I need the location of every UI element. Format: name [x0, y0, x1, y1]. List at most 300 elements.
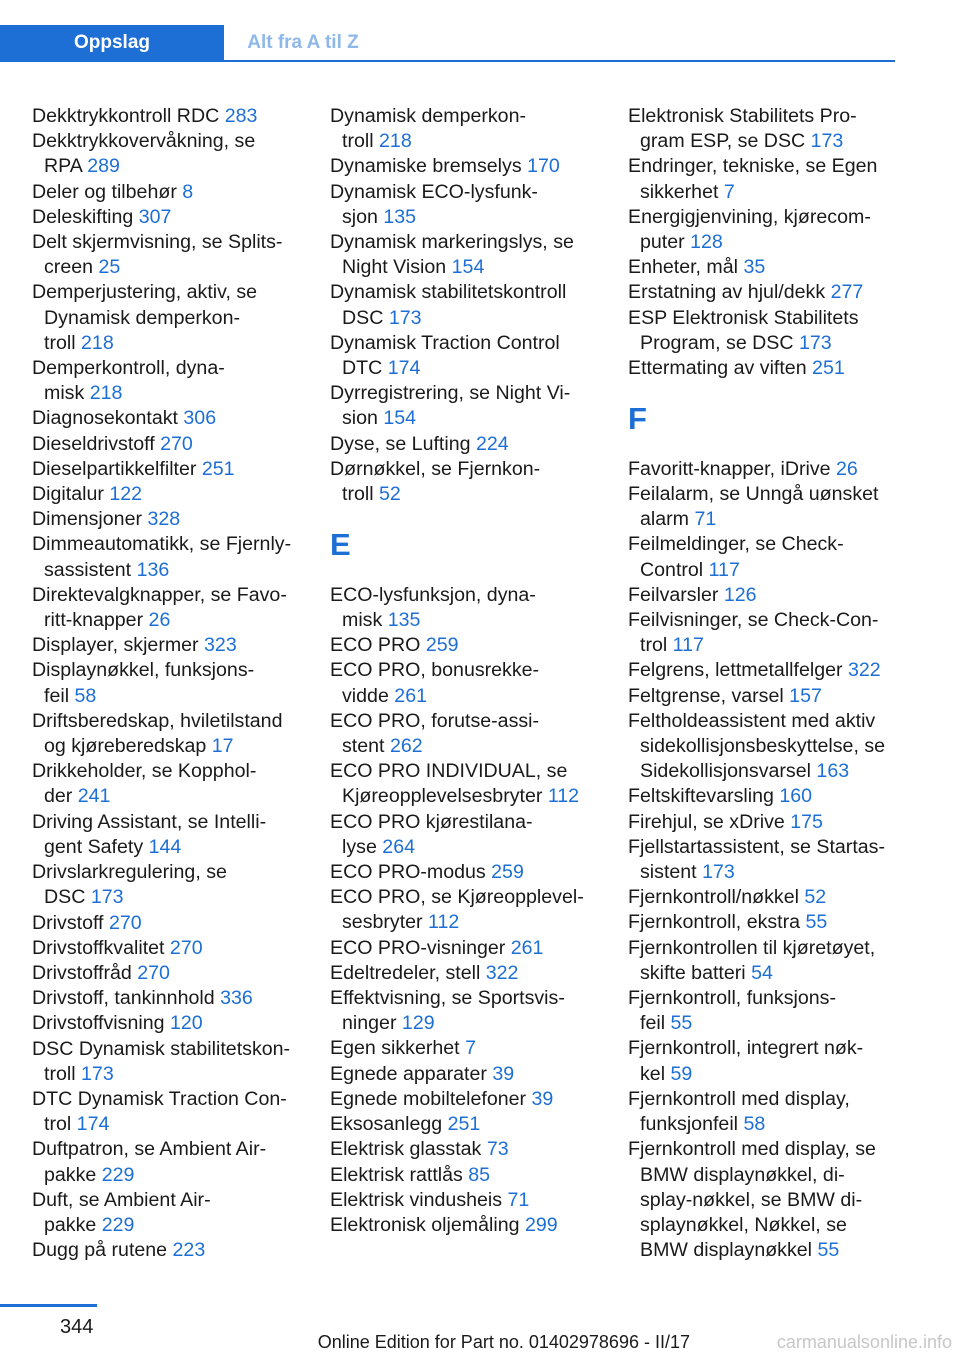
page-reference-link[interactable]: 135 [387, 609, 421, 632]
page-reference-link[interactable]: 59 [670, 1062, 693, 1085]
index-entry [628, 280, 918, 305]
page-reference-link[interactable]: 7 [723, 180, 735, 203]
index-entry-text: misk [44, 382, 90, 405]
page-reference-link[interactable]: 328 [147, 508, 181, 531]
index-entry [32, 230, 322, 255]
index-entry [628, 936, 918, 961]
index-entry [32, 356, 322, 381]
index-entry [628, 608, 918, 633]
page-reference-link[interactable]: 283 [224, 105, 258, 127]
index-entry-continuation [32, 154, 322, 179]
index-entry [32, 1011, 322, 1036]
index-entry-text: ECO PRO, bonusrekke- [330, 659, 540, 682]
page-reference-link[interactable]: 52 [379, 483, 401, 506]
page-reference-link[interactable]: 25 [98, 256, 121, 279]
index-entry [628, 356, 918, 381]
index-entry-text: Drivstoffkvalitet [32, 936, 170, 959]
page-reference-link[interactable]: 218 [379, 130, 412, 153]
index-entry [330, 457, 620, 482]
footer-rule [0, 1304, 97, 1307]
page-reference-link[interactable]: 251 [201, 457, 235, 480]
page-reference-link[interactable]: 126 [723, 583, 757, 606]
index-entry-continuation [628, 1062, 918, 1087]
index-entry [32, 129, 322, 154]
index-entry [330, 331, 620, 356]
index-entry [32, 482, 322, 507]
page-reference-link[interactable]: 251 [447, 1113, 481, 1136]
index-entry-text: Diagnosekontakt [32, 407, 184, 430]
tab-alt-fra-a-til-z[interactable]: Alt fra A til Z [247, 32, 359, 53]
index-entry-continuation [330, 835, 620, 860]
index-entry-text: Control [640, 558, 709, 581]
page-reference-link[interactable]: 322 [847, 659, 881, 682]
index-entry [330, 986, 620, 1011]
index-entry [330, 759, 620, 784]
index-entry [32, 1238, 322, 1263]
index-entry-text: ECO PRO, se Kjøreopplevel- [330, 886, 584, 909]
index-entry [628, 457, 918, 482]
index-entry-text: Dørnøkkel, se Fjernkon- [330, 457, 541, 480]
index-entry [32, 1137, 322, 1162]
page-reference-link[interactable]: 270 [169, 936, 203, 959]
index-entry-text: Displaynøkkel, funksjons- [32, 659, 255, 682]
index-entry-text: og kjøreberedskap [44, 735, 212, 758]
index-entry-text: DSC Dynamisk stabilitetskon- [32, 1037, 291, 1060]
index-entry [330, 860, 620, 885]
index-entry-text: Egen sikkerhet [330, 1037, 466, 1060]
index-column-1 [32, 104, 322, 1263]
index-entry-continuation [628, 180, 918, 205]
page-reference-link[interactable]: 322 [485, 961, 519, 984]
index-entry [330, 280, 620, 305]
index-entry-text: Egnede mobiltelefoner [330, 1087, 532, 1110]
index-entry-text: Ettermating av viften [628, 357, 813, 380]
index-entry [628, 255, 918, 280]
index-entry-text: Fjernkontrollen til kjøretøyet, [628, 936, 876, 959]
index-entry-text: Drivstoffråd [32, 961, 138, 984]
index-entry [32, 583, 322, 608]
index-entry-text: ECO PRO kjørestilana- [330, 810, 533, 833]
index-entry-text: Fjellstartassistent, se Startas- [628, 835, 885, 858]
index-entry-text: troll [342, 130, 380, 153]
page-reference-link[interactable]: 277 [830, 281, 864, 304]
index-entry-text: troll [44, 331, 82, 354]
index-entry [628, 784, 918, 809]
index-entry-continuation [330, 734, 620, 759]
index-entry-text: Delt skjermvisning, se Splits- [32, 231, 283, 254]
index-entry-text: DSC [44, 886, 91, 909]
page-reference-link[interactable]: 55 [817, 1239, 840, 1262]
page-reference-link[interactable]: 261 [394, 684, 427, 707]
page-reference-link[interactable]: 85 [468, 1163, 491, 1186]
index-entry [330, 154, 620, 179]
index-entry-text: Dimmeautomatikk, se Fjernly- [32, 533, 292, 556]
index-entry-text: puter [640, 231, 691, 254]
index-entry-text: funksjonfeil [640, 1113, 744, 1136]
index-entry-continuation [330, 1011, 620, 1036]
index-entry-text: Dyse, se Lufting [330, 432, 476, 455]
index-entry [628, 1137, 918, 1162]
index-entry-text: Energigjenvining, kjørecom- [628, 205, 871, 228]
index-entry [32, 759, 322, 784]
index-entry-continuation [32, 1062, 322, 1087]
index-entry-text: Erstatning av hjul/dekk [628, 281, 831, 304]
index-entry-text: Edeltredeler, stell [330, 961, 486, 984]
index-entry [32, 1188, 322, 1213]
index-entry-continuation [628, 860, 918, 885]
index-entry-text: splaynøkkel, Nøkkel, se [640, 1213, 847, 1236]
index-entry-text: Night Vision [342, 256, 452, 279]
index-entry [330, 961, 620, 986]
page-reference-link[interactable]: 264 [382, 835, 415, 858]
index-entry-continuation [330, 608, 620, 633]
index-letter-heading: E [330, 526, 351, 562]
index-entry-text: Elektrisk glasstak [330, 1138, 487, 1161]
index-entry-text: DTC Dynamisk Traction Con- [32, 1087, 287, 1110]
index-entry-text: skifte batteri [640, 961, 752, 984]
page-reference-link[interactable]: 270 [137, 961, 170, 984]
index-entry-text: creen [44, 256, 99, 279]
index-entry [32, 280, 322, 305]
index-entry-continuation [330, 356, 620, 381]
page-reference-link[interactable]: 173 [702, 861, 735, 884]
index-entry-text: Dekktrykkovervåkning, se [32, 130, 256, 153]
page-reference-link[interactable]: 26 [148, 609, 171, 632]
index-entry [330, 633, 620, 658]
index-entry-continuation [628, 1112, 918, 1137]
section-tab-bar [0, 25, 895, 62]
index-entry-continuation [628, 129, 918, 154]
index-entry [32, 911, 322, 936]
index-entry-text: Feilmeldinger, se Check- [628, 533, 844, 556]
index-entry-text: Dynamisk Traction Control [330, 331, 560, 354]
index-entry [330, 709, 620, 734]
page-reference-link[interactable]: 71 [507, 1188, 530, 1211]
page-reference-link[interactable]: 122 [109, 483, 143, 506]
index-entry-text: Drikkeholder, se Kopphol- [32, 760, 257, 783]
page-reference-link[interactable]: 17 [211, 735, 234, 758]
page-reference-link[interactable]: 120 [169, 1012, 203, 1035]
index-entry [330, 381, 620, 406]
index-entry [628, 658, 918, 683]
page-reference-link[interactable]: 54 [751, 961, 773, 984]
index-entry [330, 1062, 620, 1087]
index-entry-continuation [628, 1188, 918, 1213]
page-reference-link[interactable]: 112 [428, 911, 460, 934]
index-entry-text: Direktevalgknapper, se Favo- [32, 583, 287, 606]
index-entry [330, 936, 620, 961]
index-entry [628, 104, 918, 129]
page-reference-link[interactable]: 173 [810, 130, 844, 153]
index-entry-text: Demperjustering, aktiv, se [32, 281, 258, 304]
page-reference-link[interactable]: 136 [136, 558, 170, 581]
index-entry [628, 1087, 918, 1112]
index-entry [32, 532, 322, 557]
index-entry [628, 154, 918, 179]
tab-oppslag[interactable]: Oppslag [0, 25, 224, 60]
page-reference-link[interactable]: 163 [816, 760, 850, 783]
index-entry-text: Enheter, mål [628, 256, 744, 279]
index-entry-text: ESP Elektronisk Stabilitets [628, 306, 859, 329]
index-entry [628, 709, 918, 734]
index-entry [32, 633, 322, 658]
page-reference-link[interactable]: 135 [383, 205, 417, 228]
index-entry [32, 180, 322, 205]
index-entry-continuation [628, 507, 918, 532]
page-reference-link[interactable]: 55 [805, 911, 828, 934]
page-number: 344 [60, 1316, 94, 1338]
page-reference-link[interactable]: 241 [77, 785, 111, 808]
page-reference-link[interactable]: 229 [101, 1163, 135, 1186]
index-entry [32, 810, 322, 835]
page-reference-link[interactable]: 174 [76, 1113, 110, 1136]
index-entry-continuation [628, 759, 918, 784]
page-reference-link[interactable]: 154 [383, 407, 417, 430]
index-entry-continuation [32, 734, 322, 759]
index-entry-text: Driving Assistant, se Intelli- [32, 810, 267, 833]
index-entry-text: Duftpatron, se Ambient Air- [32, 1138, 267, 1161]
page-reference-link[interactable]: 112 [547, 785, 580, 808]
index-entry-text: misk [342, 609, 388, 632]
index-entry-text: sassistent [44, 558, 137, 581]
page-reference-link[interactable]: 39 [492, 1062, 515, 1085]
index-entry-text: Dyrregistrering, se Night Vi- [330, 382, 571, 405]
index-entry [628, 986, 918, 1011]
page-reference-link[interactable]: 58 [74, 684, 97, 707]
index-entry-continuation [330, 482, 620, 507]
page-reference-link[interactable]: 251 [812, 357, 845, 380]
index-entry-text: pakke [44, 1163, 102, 1186]
page-reference-link[interactable]: 229 [101, 1213, 135, 1236]
index-entry-text: Drivstoff [32, 911, 109, 934]
index-entry-continuation [330, 406, 620, 431]
index-entry-text: Dynamisk demperkon- [330, 105, 527, 127]
index-entry-text: trol [44, 1113, 77, 1136]
page-reference-link[interactable]: 173 [798, 331, 832, 354]
page-reference-link[interactable]: 289 [87, 155, 120, 178]
page-reference-link[interactable]: 175 [790, 810, 823, 833]
index-entry-continuation [628, 331, 918, 356]
index-entry-continuation [32, 1163, 322, 1188]
index-entry-text: Feilalarm, se Unngå uønsket [628, 483, 879, 506]
index-entry-text: lyse [342, 835, 383, 858]
page-reference-link[interactable]: 173 [90, 886, 124, 909]
page-reference-link[interactable]: 52 [804, 886, 827, 909]
index-entry-text: ECO PRO [330, 634, 426, 657]
index-entry-text: trol [640, 634, 673, 657]
page-reference-link[interactable]: 117 [672, 634, 704, 657]
index-column-3 [628, 104, 918, 1263]
index-entry-text: alarm [640, 508, 695, 531]
index-entry-text: ritt-knapper [44, 609, 149, 632]
index-entry-text: Fjernkontroll med display, se [628, 1138, 876, 1161]
index-entry-continuation [628, 1238, 918, 1263]
page-reference-link[interactable]: 307 [138, 205, 172, 228]
index-entry [628, 910, 918, 935]
index-entry [330, 810, 620, 835]
page-reference-link[interactable]: 218 [89, 382, 123, 405]
index-entry-continuation [628, 558, 918, 583]
page-reference-link[interactable]: 261 [510, 936, 544, 959]
index-entry-text: Fjernkontroll med display, [628, 1087, 850, 1110]
index-entry-text: troll [44, 1062, 82, 1085]
index-entry [330, 1087, 620, 1112]
page-reference-link[interactable]: 39 [531, 1087, 554, 1110]
index-entry-text: BMW displaynøkkel [640, 1239, 818, 1262]
index-entry-text: ECO PRO-modus [330, 861, 492, 884]
index-entry-text: RPA [44, 155, 88, 178]
page-reference-link[interactable]: 128 [690, 231, 723, 254]
index-entry-text: sjon [342, 205, 384, 228]
page-reference-link[interactable]: 8 [182, 180, 194, 203]
page-reference-link[interactable]: 55 [670, 1012, 693, 1035]
index-entry-text: Elektronisk Stabilitets Pro- [628, 105, 857, 127]
page-reference-link[interactable]: 218 [81, 331, 114, 354]
page-reference-link[interactable]: 270 [108, 911, 142, 934]
page-reference-link[interactable]: 154 [451, 256, 485, 279]
index-entry [330, 1213, 620, 1238]
page-reference-link[interactable]: 71 [694, 508, 717, 531]
index-entry-continuation [32, 1213, 322, 1238]
index-entry-continuation [628, 1163, 918, 1188]
tab-underline [0, 60, 895, 62]
page-reference-link[interactable]: 157 [789, 684, 822, 707]
page-reference-link[interactable]: 117 [708, 558, 740, 581]
index-entry-text: sesbryter [342, 911, 429, 934]
index-entry [330, 1163, 620, 1188]
page-reference-link[interactable]: 173 [81, 1062, 114, 1085]
index-entry-text: der [44, 785, 78, 808]
index-entry-text: Sidekollisjonsvarsel [640, 760, 817, 783]
index-entry-text: Dieselpartikkelfilter [32, 457, 202, 480]
index-entry [628, 810, 918, 835]
index-entry-text: feil [640, 1012, 671, 1035]
index-entry-text: sion [342, 407, 384, 430]
index-entry [330, 1036, 620, 1061]
index-entry-text: Fjernkontroll/nøkkel [628, 886, 805, 909]
index-letter-heading: F [628, 400, 647, 436]
index-entry [32, 860, 322, 885]
index-entry [32, 406, 322, 431]
index-entry [330, 1137, 620, 1162]
index-entry-text: Feltgrense, varsel [628, 684, 790, 707]
page-reference-link[interactable]: 336 [220, 987, 253, 1010]
index-entry-text: stent [342, 735, 390, 758]
index-entry-continuation [32, 835, 322, 860]
page-reference-link[interactable]: 270 [160, 432, 193, 455]
index-entry-continuation [628, 1011, 918, 1036]
index-entry-text: Feltskiftevarsling [628, 785, 780, 808]
watermark-text: carmanualsonline.info [776, 1332, 952, 1352]
page-reference-link[interactable]: 26 [835, 457, 858, 480]
index-entry-continuation [32, 306, 322, 331]
index-entry-text: sistent [640, 861, 703, 884]
index-entry-text: Digitalur [32, 483, 110, 506]
index-entry-text: Program, se DSC [640, 331, 799, 354]
index-entry-text: Drivstoffvisning [32, 1012, 170, 1035]
page-reference-link[interactable]: 129 [401, 1012, 435, 1035]
index-entry-continuation [32, 381, 322, 406]
page-reference-link[interactable]: 170 [527, 155, 560, 178]
page-reference-link[interactable]: 224 [475, 432, 509, 455]
index-entry-continuation [32, 684, 322, 709]
index-entry-text: Dynamisk stabilitetskontroll [330, 281, 567, 304]
index-entry-text: ninger [342, 1012, 402, 1035]
index-entry-text: Deler og tilbehør [32, 180, 183, 203]
index-entry-text: Kjøreopplevelsesbryter [342, 785, 548, 808]
index-entry [32, 709, 322, 734]
index-entry-text: Duft, se Ambient Air- [32, 1188, 211, 1211]
index-entry-text: Dimensjoner [32, 508, 148, 531]
index-entry-continuation [628, 961, 918, 986]
page-reference-link[interactable]: 306 [183, 407, 217, 430]
index-entry [628, 205, 918, 230]
index-entry-text: gram ESP, se DSC [640, 130, 811, 153]
page-reference-link[interactable]: 174 [387, 357, 421, 380]
index-entry-text: Dynamiske bremselys [330, 155, 528, 178]
page-reference-link[interactable]: 299 [524, 1213, 558, 1236]
page-reference-link[interactable]: 173 [388, 306, 422, 329]
page-reference-link[interactable]: 144 [148, 835, 182, 858]
index-entry [330, 658, 620, 683]
index-entry-continuation [32, 885, 322, 910]
page-reference-link[interactable]: 35 [743, 256, 766, 279]
index-entry-text: vidde [342, 684, 395, 707]
index-entry-text: troll [342, 483, 380, 506]
index-entry-text: Feltholdeassistent med aktiv [628, 709, 876, 732]
index-entry [628, 885, 918, 910]
index-entry [628, 583, 918, 608]
index-entry-continuation [32, 784, 322, 809]
index-entry [330, 180, 620, 205]
index-entry-text: ECO PRO-visninger [330, 936, 511, 959]
index-entry-text: Feilvarsler [628, 583, 724, 606]
page-reference-link[interactable]: 259 [491, 861, 524, 884]
index-entry [330, 230, 620, 255]
page-reference-link[interactable]: 160 [779, 785, 813, 808]
page-reference-link[interactable]: 323 [204, 634, 237, 657]
index-entry-text: gent Safety [44, 835, 149, 858]
edition-text: Online Edition for Part no. 01402978696 - II/17 [317, 1332, 690, 1352]
index-entry-continuation [32, 558, 322, 583]
index-entry [32, 432, 322, 457]
index-entry [628, 1036, 918, 1061]
index-entry-text: ECO PRO INDIVIDUAL, se [330, 760, 568, 783]
index-entry-continuation [330, 129, 620, 154]
index-entry [628, 835, 918, 860]
page-reference-link[interactable]: 7 [465, 1037, 476, 1060]
page-reference-link[interactable]: 73 [486, 1138, 509, 1161]
index-entry-continuation [330, 255, 620, 280]
index-entry-text: Favoritt-knapper, iDrive [628, 457, 836, 480]
index-entry-text: Deleskifting [32, 205, 139, 228]
index-entry-text: DSC [342, 306, 389, 329]
index-entry-continuation [32, 608, 322, 633]
index-entry-text: BMW displaynøkkel, di- [640, 1163, 845, 1186]
index-entry-text: Demperkontroll, dyna- [32, 357, 225, 380]
index-entry-continuation [628, 633, 918, 658]
page-reference-link[interactable]: 259 [425, 634, 459, 657]
index-entry-text: Egnede apparater [330, 1062, 493, 1085]
index-entry [32, 961, 322, 986]
index-entry-text: feil [44, 684, 75, 707]
page-reference-link[interactable]: 58 [743, 1113, 766, 1136]
page-reference-link[interactable]: 223 [172, 1239, 206, 1262]
index-entry [330, 885, 620, 910]
index-entry-text: Eksosanlegg [330, 1113, 448, 1136]
page-reference-link[interactable]: 262 [389, 735, 423, 758]
index-entry [628, 482, 918, 507]
